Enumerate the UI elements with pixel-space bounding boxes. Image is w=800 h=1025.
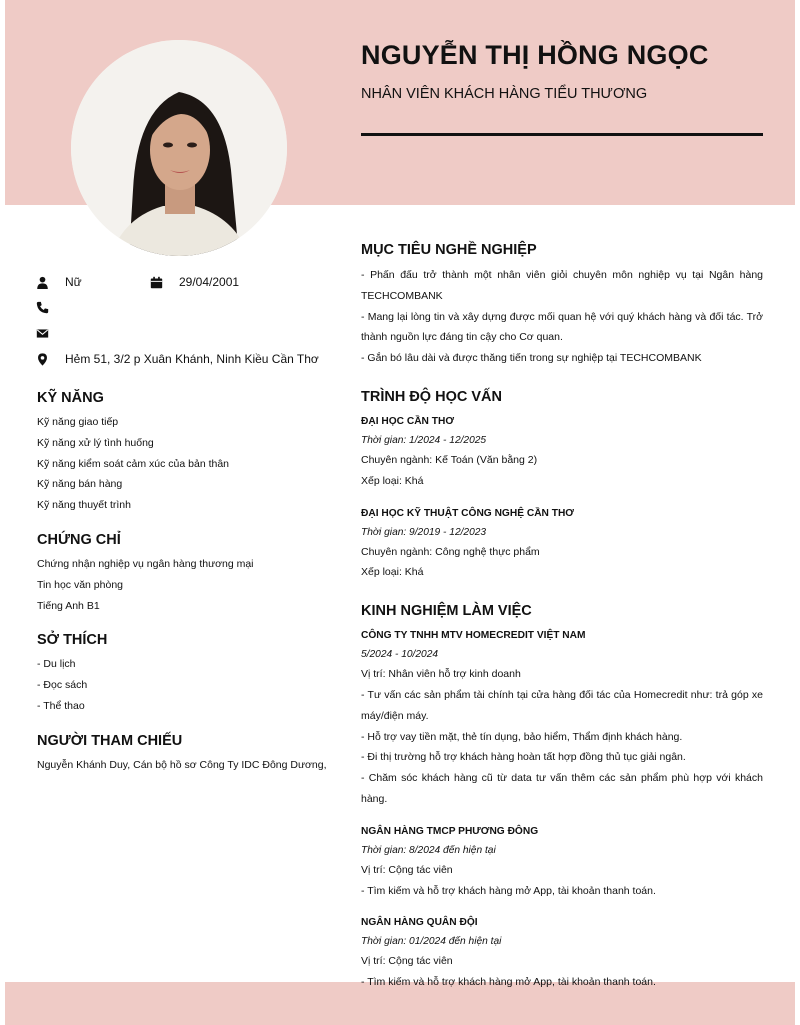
objective-item: - Gắn bó lâu dài và được thăng tiến trong sự nghiệp tại TECHCOMBANK xyxy=(361,352,702,365)
hobbies-heading: SỞ THÍCH xyxy=(37,632,108,649)
job-duty: - Tư vấn các sản phẩm tài chính tại cửa hàng đối tác của Homecredit như: trả góp xe máy/điện máy. xyxy=(361,688,763,722)
skill-item: Kỹ năng thuyết trình xyxy=(37,499,131,512)
skill-item: Kỹ năng giao tiếp xyxy=(37,416,119,428)
objective-item: - Mang lại lòng tin và xây dựng được mối quan hệ với quý khách hàng và đối tác. Trở thành nguồn lực đáng tin cậy cho Cơ quan. xyxy=(361,310,763,344)
company-name: NGÂN HÀNG TMCP PHƯƠNG ĐÔNG xyxy=(361,825,539,837)
contact-phone xyxy=(36,301,65,314)
hobby-item: - Thể thao xyxy=(37,699,85,712)
study-major: Chuyên ngành: Công nghệ thực phẩm xyxy=(361,545,540,558)
job-role: Vị trí: Cộng tác viên xyxy=(361,863,453,876)
skills-heading: KỸ NĂNG xyxy=(37,390,104,406)
dob-value: 29/04/2001 xyxy=(179,275,240,289)
gender-value: Nữ xyxy=(65,275,82,289)
job-time: Thời gian: 01/2024 đến hiện tại xyxy=(361,936,502,948)
calendar-icon xyxy=(150,276,163,289)
job-time: Thời gian: 8/2024 đến hiện tại xyxy=(361,844,496,856)
references-heading: NGƯỜI THAM CHIẾU xyxy=(37,732,183,749)
study-major: Chuyên ngành: Kế Toán (Văn bằng 2) xyxy=(361,453,538,466)
job-duty: - Đi thị trường hỗ trợ khách hàng hoàn tất hợp đồng thủ tục giải ngân. xyxy=(361,751,686,764)
job-entry xyxy=(361,626,763,810)
company-name: CÔNG TY TNHH MTV HOMECREDIT VIỆT NAM xyxy=(361,630,586,642)
job-role: Vị trí: Cộng tác viên xyxy=(361,955,453,968)
skill-item: Kỹ năng bán hàng xyxy=(37,478,123,491)
company-name: NGÂN HÀNG QUÂN ĐỘI xyxy=(361,917,478,929)
candidate-name: NGUYỄN THỊ HỒNG NGỌC xyxy=(361,40,709,70)
profile-photo xyxy=(71,40,287,256)
school-name: ĐẠI HỌC KỸ THUẬT CÔNG NGHỆ CẦN THƠ xyxy=(361,507,575,519)
address-value: Hẻm 51, 3/2 p Xuân Khánh, Ninh Kiều Cần Thơ xyxy=(65,352,319,366)
skill-item: Kỹ năng kiểm soát cảm xúc của bản thân xyxy=(37,457,230,470)
job-time: 5/2024 - 10/2024 xyxy=(361,649,439,661)
job-duty: - Tìm kiếm và hỗ trợ khách hàng mở App, tài khoản thanh toán. xyxy=(361,976,656,989)
contact-gender xyxy=(36,275,82,289)
portrait-image xyxy=(71,40,287,256)
study-time: Thời gian: 1/2024 - 12/2025 xyxy=(361,434,487,446)
title-divider xyxy=(361,133,763,136)
email-icon xyxy=(36,327,49,340)
study-grade: Xếp loại: Khá xyxy=(361,474,424,487)
left-column xyxy=(37,388,327,776)
experience-heading: KINH NGHIỆM LÀM VIỆC xyxy=(361,603,532,620)
certificates-heading: CHỨNG CHỈ xyxy=(37,531,121,548)
certificate-item: Tiếng Anh B1 xyxy=(37,599,100,612)
skill-item: Kỹ năng xử lý tình huống xyxy=(37,436,154,449)
contact-address xyxy=(36,352,319,366)
hobby-item: - Du lịch xyxy=(37,658,76,671)
study-time: Thời gian: 9/2019 - 12/2023 xyxy=(361,526,487,538)
phone-icon xyxy=(36,301,49,314)
location-pin-icon xyxy=(36,353,49,366)
job-title: NHÂN VIÊN KHÁCH HÀNG TIỂU THƯƠNG xyxy=(361,86,648,102)
job-duty: - Hỗ trợ vay tiền mặt, thẻ tín dụng, bảo hiểm, Thẩm định khách hàng. xyxy=(361,730,683,743)
certificate-item: Chứng nhận nghiệp vụ ngân hàng thương mại xyxy=(37,557,254,570)
job-duty: - Tìm kiếm và hỗ trợ khách hàng mở App, tài khoản thanh toán. xyxy=(361,884,656,897)
job-duty: - Chăm sóc khách hàng cũ từ data tư vấn thêm các sản phẩm phù hợp với khách hàng. xyxy=(361,772,763,805)
person-icon xyxy=(36,276,49,289)
education-entry xyxy=(361,412,763,492)
education-entry xyxy=(361,504,763,584)
job-role: Vị trí: Nhân viên hỗ trợ kinh doanh xyxy=(361,668,521,681)
study-grade: Xếp loại: Khá xyxy=(361,566,424,579)
contact-dob xyxy=(150,275,239,289)
reference-text: Nguyễn Khánh Duy, Cán bộ hồ sơ Công Ty IDC Đông Dương, xyxy=(37,758,327,771)
objective-item: - Phấn đấu trở thành một nhân viên giỏi chuyên môn nghiệp vụ tại Ngân hàng TECHCOMBANK xyxy=(361,269,763,302)
objective-heading: MỤC TIÊU NGHỀ NGHIỆP xyxy=(361,242,537,258)
hobby-item: - Đọc sách xyxy=(37,679,88,692)
contact-email xyxy=(36,327,65,340)
school-name: ĐẠI HỌC CẦN THƠ xyxy=(361,415,455,427)
certificate-item: Tin học văn phòng xyxy=(37,578,124,591)
job-entry xyxy=(361,822,763,902)
education-heading: TRÌNH ĐỘ HỌC VẤN xyxy=(361,388,502,405)
right-column xyxy=(361,240,763,993)
job-entry xyxy=(361,913,763,993)
